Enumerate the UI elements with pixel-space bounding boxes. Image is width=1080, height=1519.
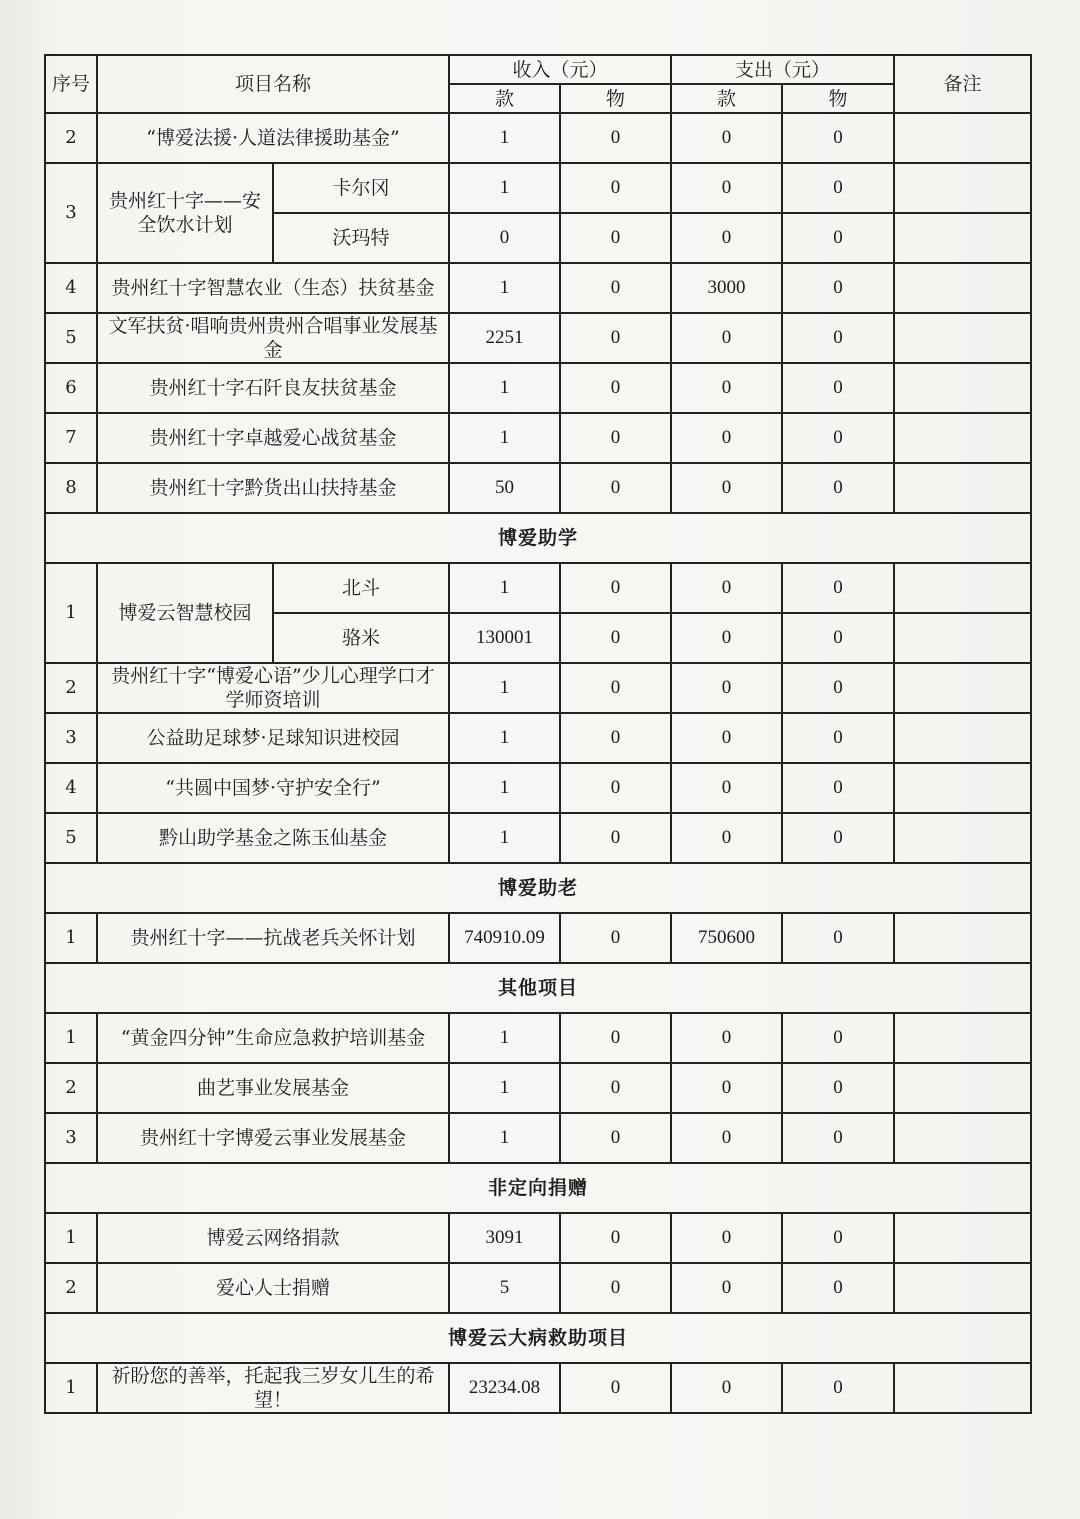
expense-goods: 0 (782, 1363, 894, 1413)
income-goods: 0 (560, 663, 671, 713)
row-seq: 3 (45, 1113, 97, 1163)
expense-goods: 0 (782, 763, 894, 813)
row-note (894, 763, 1031, 813)
row-name: 祈盼您的善举，托起我三岁女儿生的希望！ (97, 1363, 449, 1413)
income-cash: 130001 (449, 613, 560, 663)
row-seq: 2 (45, 663, 97, 713)
row-seq: 3 (45, 713, 97, 763)
income-cash: 1 (449, 713, 560, 763)
expense-cash: 0 (671, 1013, 782, 1063)
expense-cash: 0 (671, 563, 782, 613)
income-goods: 0 (560, 1213, 671, 1263)
row-note (894, 413, 1031, 463)
row-note (894, 913, 1031, 963)
expense-cash: 750600 (671, 913, 782, 963)
income-cash: 3091 (449, 1213, 560, 1263)
header-income-goods: 物 (560, 84, 671, 113)
income-goods: 0 (560, 163, 671, 213)
expense-cash: 0 (671, 1063, 782, 1113)
table-row (45, 813, 1031, 863)
header-income-cash: 款 (449, 84, 560, 113)
income-goods: 0 (560, 563, 671, 613)
expense-cash: 0 (671, 813, 782, 863)
row-name: 文军扶贫·唱响贵州贵州合唱事业发展基金 (97, 313, 449, 363)
table-row (45, 1363, 1031, 1413)
expense-goods: 0 (782, 813, 894, 863)
row-subname: 骆米 (273, 613, 449, 663)
expense-goods: 0 (782, 1263, 894, 1313)
header-note: 备注 (894, 55, 1031, 113)
header-name: 项目名称 (97, 55, 449, 113)
income-cash: 0 (449, 213, 560, 263)
table-row (45, 113, 1031, 163)
table-row (45, 313, 1031, 363)
table-row (45, 413, 1031, 463)
expense-goods: 0 (782, 1063, 894, 1113)
row-name: 贵州红十字“博爱心语”少儿心理学口才学师资培训 (97, 663, 449, 713)
section-title: 非定向捐赠 (45, 1163, 1031, 1213)
row-note (894, 363, 1031, 413)
expense-cash: 0 (671, 663, 782, 713)
income-goods: 0 (560, 763, 671, 813)
row-seq: 3 (45, 163, 97, 263)
income-cash: 1 (449, 413, 560, 463)
row-note (894, 1063, 1031, 1113)
income-cash: 1 (449, 763, 560, 813)
row-seq: 5 (45, 313, 97, 363)
expense-goods: 0 (782, 563, 894, 613)
income-goods: 0 (560, 263, 671, 313)
row-seq: 2 (45, 1063, 97, 1113)
expense-goods: 0 (782, 613, 894, 663)
table-row (45, 1263, 1031, 1313)
row-subname: 北斗 (273, 563, 449, 613)
row-note (894, 613, 1031, 663)
row-name: 曲艺事业发展基金 (97, 1063, 449, 1113)
row-name: 贵州红十字卓越爱心战贫基金 (97, 413, 449, 463)
table-row (45, 713, 1031, 763)
row-name: 公益助足球梦·足球知识进校园 (97, 713, 449, 763)
income-cash: 1 (449, 263, 560, 313)
expense-cash: 0 (671, 1213, 782, 1263)
income-goods: 0 (560, 1263, 671, 1313)
row-note (894, 1213, 1031, 1263)
income-cash: 1 (449, 663, 560, 713)
income-cash: 23234.08 (449, 1363, 560, 1413)
expense-goods: 0 (782, 463, 894, 513)
income-cash: 5 (449, 1263, 560, 1313)
row-name: “博爱法援·人道法律援助基金” (97, 113, 449, 163)
row-seq: 2 (45, 113, 97, 163)
section-title: 其他项目 (45, 963, 1031, 1013)
row-name: 博爱云网络捐款 (97, 1213, 449, 1263)
row-name: 爱心人士捐赠 (97, 1263, 449, 1313)
expense-cash: 0 (671, 613, 782, 663)
row-name: 贵州红十字石阡良友扶贫基金 (97, 363, 449, 413)
row-name: 贵州红十字智慧农业（生态）扶贫基金 (97, 263, 449, 313)
income-goods: 0 (560, 1363, 671, 1413)
table-row (45, 663, 1031, 713)
income-goods: 0 (560, 1113, 671, 1163)
table-row (45, 563, 1031, 613)
row-subname: 沃玛特 (273, 213, 449, 263)
table-row (45, 913, 1031, 963)
income-goods: 0 (560, 1013, 671, 1063)
expense-goods: 0 (782, 263, 894, 313)
income-goods: 0 (560, 1063, 671, 1113)
section-row (45, 1313, 1031, 1363)
header-seq: 序号 (45, 55, 97, 113)
income-cash: 740910.09 (449, 913, 560, 963)
table-row (45, 463, 1031, 513)
row-note (894, 663, 1031, 713)
expense-cash: 3000 (671, 263, 782, 313)
header-income: 收入（元） (449, 55, 671, 84)
row-seq: 4 (45, 263, 97, 313)
header-expense-cash: 款 (671, 84, 782, 113)
income-goods: 0 (560, 313, 671, 363)
row-seq: 6 (45, 363, 97, 413)
row-note (894, 1263, 1031, 1313)
expense-cash: 0 (671, 1113, 782, 1163)
expense-cash: 0 (671, 163, 782, 213)
row-seq: 1 (45, 1213, 97, 1263)
table-row (45, 1113, 1031, 1163)
header-row-1 (45, 55, 1031, 84)
header-expense: 支出（元） (671, 55, 894, 84)
section-row (45, 513, 1031, 563)
table-row (45, 1013, 1031, 1063)
expense-cash: 0 (671, 213, 782, 263)
income-cash: 50 (449, 463, 560, 513)
row-seq: 1 (45, 563, 97, 663)
expense-goods: 0 (782, 663, 894, 713)
row-name: “黄金四分钟”生命应急救护培训基金 (97, 1013, 449, 1063)
row-note (894, 813, 1031, 863)
row-note (894, 563, 1031, 613)
expense-goods: 0 (782, 363, 894, 413)
section-row (45, 863, 1031, 913)
income-goods: 0 (560, 413, 671, 463)
row-seq: 8 (45, 463, 97, 513)
expense-cash: 0 (671, 763, 782, 813)
income-goods: 0 (560, 813, 671, 863)
expense-cash: 0 (671, 313, 782, 363)
row-seq: 1 (45, 913, 97, 963)
row-seq: 1 (45, 1363, 97, 1413)
table-row (45, 763, 1031, 813)
section-title: 博爱助学 (45, 513, 1031, 563)
row-note (894, 1363, 1031, 1413)
table-row (45, 1063, 1031, 1113)
income-goods: 0 (560, 613, 671, 663)
row-note (894, 1013, 1031, 1063)
row-note (894, 263, 1031, 313)
income-goods: 0 (560, 113, 671, 163)
row-note (894, 463, 1031, 513)
section-row (45, 963, 1031, 1013)
income-cash: 2251 (449, 313, 560, 363)
expense-goods: 0 (782, 1013, 894, 1063)
income-cash: 1 (449, 813, 560, 863)
row-note (894, 313, 1031, 363)
expense-cash: 0 (671, 713, 782, 763)
income-cash: 1 (449, 363, 560, 413)
expense-goods: 0 (782, 313, 894, 363)
row-name: “共圆中国梦·守护安全行” (97, 763, 449, 813)
row-seq: 5 (45, 813, 97, 863)
income-cash: 1 (449, 1063, 560, 1113)
table-row (45, 363, 1031, 413)
row-note (894, 213, 1031, 263)
income-cash: 1 (449, 563, 560, 613)
expense-goods: 0 (782, 913, 894, 963)
row-name: 贵州红十字——抗战老兵关怀计划 (97, 913, 449, 963)
row-seq: 7 (45, 413, 97, 463)
income-cash: 1 (449, 163, 560, 213)
table-row (45, 1213, 1031, 1263)
section-title: 博爱助老 (45, 863, 1031, 913)
row-seq: 1 (45, 1013, 97, 1063)
expense-goods: 0 (782, 213, 894, 263)
expense-cash: 0 (671, 413, 782, 463)
section-title: 博爱云大病救助项目 (45, 1313, 1031, 1363)
expense-goods: 0 (782, 713, 894, 763)
income-cash: 1 (449, 1113, 560, 1163)
row-seq: 2 (45, 1263, 97, 1313)
income-goods: 0 (560, 713, 671, 763)
income-goods: 0 (560, 213, 671, 263)
row-name: 黔山助学基金之陈玉仙基金 (97, 813, 449, 863)
row-note (894, 113, 1031, 163)
income-cash: 1 (449, 1013, 560, 1063)
row-seq: 4 (45, 763, 97, 813)
expense-cash: 0 (671, 363, 782, 413)
expense-cash: 0 (671, 113, 782, 163)
income-goods: 0 (560, 463, 671, 513)
row-note (894, 713, 1031, 763)
row-note (894, 163, 1031, 213)
expense-goods: 0 (782, 1213, 894, 1263)
income-goods: 0 (560, 913, 671, 963)
row-subname: 卡尔冈 (273, 163, 449, 213)
table-row (45, 263, 1031, 313)
row-name: 贵州红十字黔货出山扶持基金 (97, 463, 449, 513)
expense-goods: 0 (782, 163, 894, 213)
expense-goods: 0 (782, 413, 894, 463)
header-expense-goods: 物 (782, 84, 894, 113)
expense-goods: 0 (782, 113, 894, 163)
table-row (45, 163, 1031, 213)
row-name: 博爱云智慧校园 (97, 563, 273, 663)
income-cash: 1 (449, 113, 560, 163)
income-goods: 0 (560, 363, 671, 413)
row-name: 贵州红十字博爱云事业发展基金 (97, 1113, 449, 1163)
finance-table (44, 54, 1032, 1414)
expense-cash: 0 (671, 1263, 782, 1313)
row-note (894, 1113, 1031, 1163)
expense-cash: 0 (671, 1363, 782, 1413)
expense-goods: 0 (782, 1113, 894, 1163)
row-name: 贵州红十字——安全饮水计划 (97, 163, 273, 263)
section-row (45, 1163, 1031, 1213)
expense-cash: 0 (671, 463, 782, 513)
